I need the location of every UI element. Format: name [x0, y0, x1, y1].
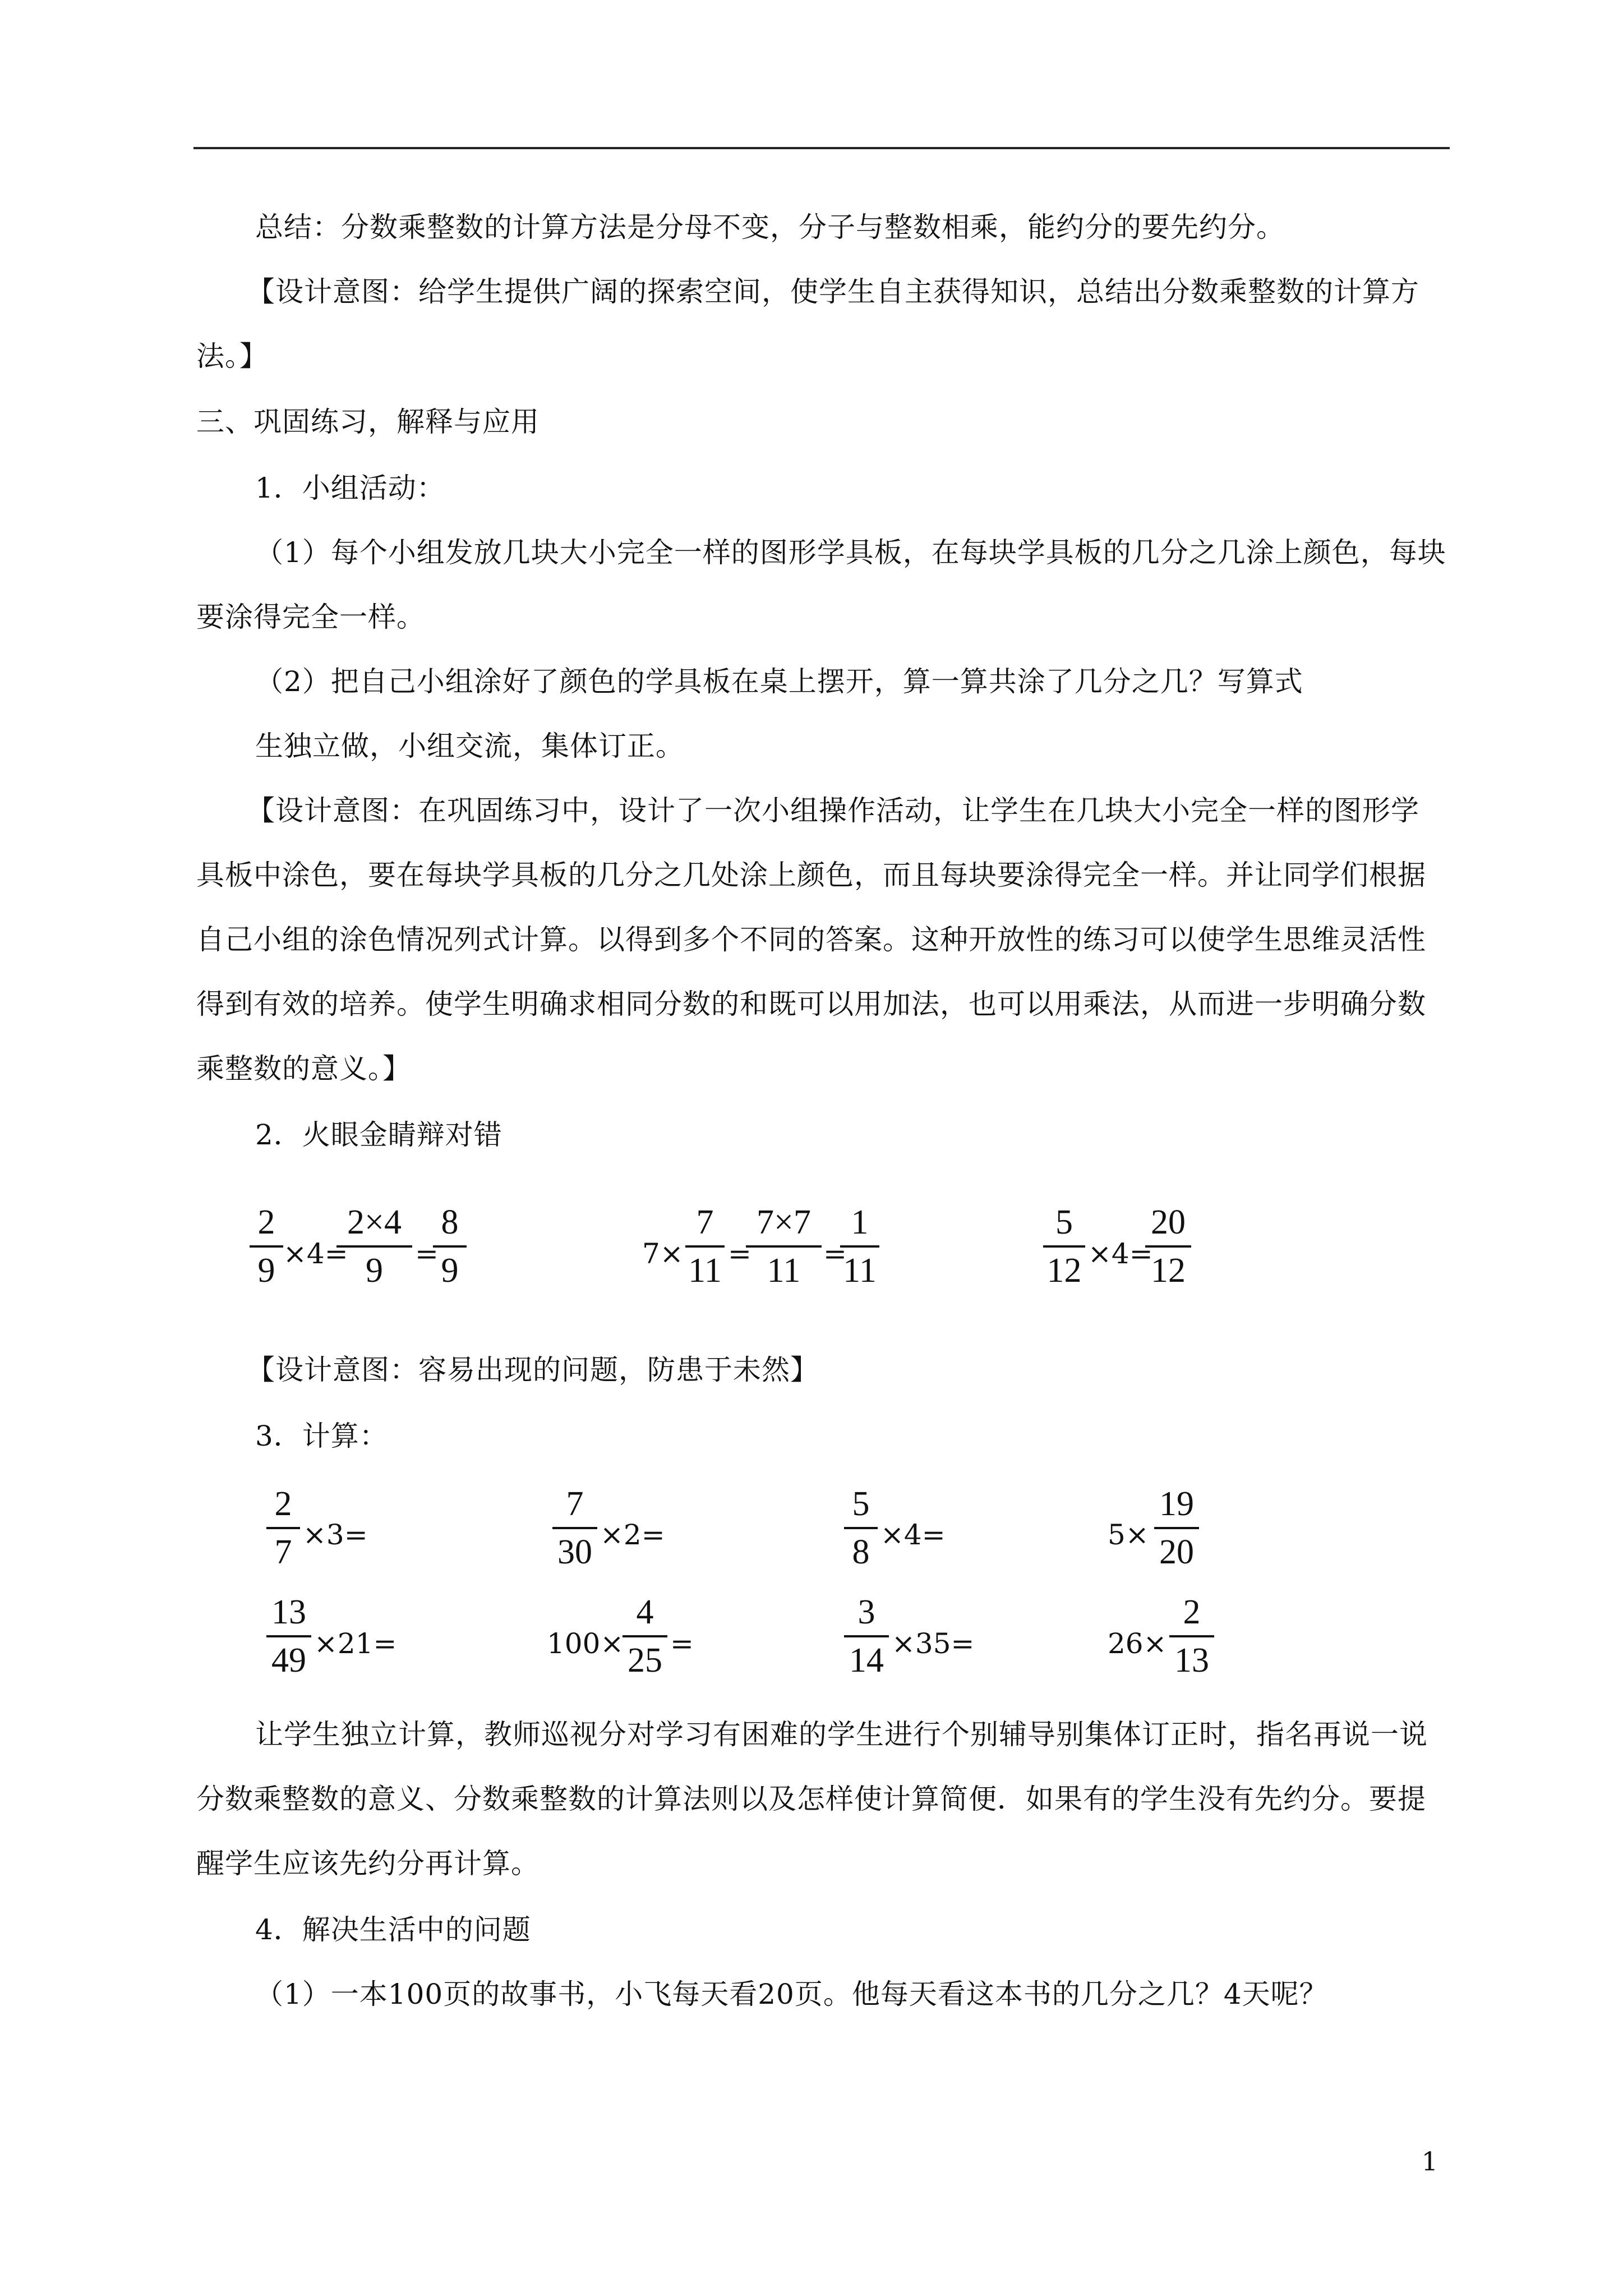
- guide-line3: 醒学生应该先约分再计算。: [196, 1847, 540, 1880]
- item-1-heading: 1．小组活动：: [255, 472, 445, 504]
- calc-3-fraction: 5 8: [844, 1487, 878, 1570]
- calc-4-prefix: 5×: [1108, 1519, 1149, 1551]
- calc-6-prefix: 100×: [547, 1627, 624, 1660]
- page-number: 1: [1421, 2146, 1438, 2177]
- calc-5-operator: ×21=: [314, 1627, 397, 1660]
- item-3-heading: 3．计算：: [255, 1420, 388, 1452]
- guide-line2: 分数乘整数的意义、分数乘整数的计算法则以及怎样使计算简便．如果有的学生没有先约分。要提: [196, 1783, 1426, 1815]
- summary-text: 总结：分数乘整数的计算方法是分母不变，分子与整数相乘，能约分的要先约分。: [255, 211, 1285, 243]
- judge-b-fraction-2: 7×7 11: [746, 1205, 822, 1288]
- calc-1-fraction: 2 7: [266, 1487, 300, 1570]
- section-heading-3: 三、巩固练习，解释与应用: [196, 406, 540, 438]
- design-intent-1-line2: 法。】: [196, 340, 268, 372]
- item-2-heading: 2．火眼金睛辩对错: [255, 1119, 502, 1151]
- calc-2-operator: ×2=: [600, 1519, 665, 1551]
- judge-b-operator-1: =: [728, 1237, 751, 1270]
- guide-line1: 让学生独立计算，教师巡视分对学习有困难的学生进行个别辅导别集体订正时，指名再说一说: [255, 1718, 1428, 1751]
- judge-a-fraction-1: 2 9: [250, 1205, 283, 1288]
- judge-b-fraction-3: 1 11: [840, 1205, 879, 1288]
- judge-c-fraction-2: 20 12: [1145, 1205, 1191, 1288]
- calc-3-operator: ×4=: [880, 1519, 946, 1551]
- design-intent-2-line1: 【设计意图：在巩固练习中，设计了一次小组操作活动，让学生在几块大小完全一样的图形学: [247, 794, 1419, 827]
- design-intent-2-line2: 具板中涂色，要在每块学具板的几分之几处涂上颜色，而且每块要涂得完全一样。并让同学们根据: [196, 859, 1426, 891]
- calc-5-fraction: 13 49: [266, 1595, 311, 1678]
- design-intent-1-line1: 【设计意图：给学生提供广阔的探索空间，使学生自主获得知识，总结出分数乘整数的计算方: [247, 275, 1419, 308]
- calc-8-fraction: 2 13: [1169, 1595, 1214, 1678]
- calc-6-fraction: 4 25: [623, 1595, 667, 1678]
- judge-b-fraction-1: 7 11: [685, 1205, 725, 1288]
- judge-a-fraction-2: 2×4 9: [336, 1205, 412, 1288]
- calc-8-prefix: 26×: [1108, 1627, 1167, 1660]
- calc-1-operator: ×3=: [303, 1519, 368, 1551]
- students-activity-text: 生独立做，小组交流，集体订正。: [255, 730, 684, 762]
- judge-a-fraction-3: 8 9: [433, 1205, 467, 1288]
- design-intent-2-line3: 自己小组的涂色情况列式计算。以得到多个不同的答案。这种开放性的练习可以使学生思维灵活性: [196, 923, 1426, 956]
- judge-b-prefix: 7×: [642, 1237, 684, 1270]
- step-2-text: （2）把自己小组涂好了颜色的学具板在桌上摆开，算一算共涂了几分之几？写算式: [255, 665, 1303, 698]
- calc-7-operator: ×35=: [892, 1627, 975, 1660]
- header-rule: [193, 147, 1450, 149]
- design-intent-2-line5: 乘整数的意义。】: [196, 1052, 411, 1085]
- item-4-heading: 4．解决生活中的问题: [255, 1913, 531, 1946]
- design-intent-3: 【设计意图：容易出现的问题，防患于未然】: [247, 1354, 819, 1386]
- calc-4-fraction: 19 20: [1154, 1487, 1199, 1570]
- problem-1-text: （1）一本100页的故事书，小飞每天看20页。他每天看这本书的几分之几？4天呢？: [255, 1978, 1328, 2010]
- judge-c-operator-1: ×4=: [1088, 1237, 1153, 1270]
- calc-2-fraction: 7 30: [552, 1487, 597, 1570]
- judge-a-operator-2: =: [415, 1237, 439, 1270]
- design-intent-2-line4: 得到有效的培养。使学生明确求相同分数的和既可以用加法，也可以用乘法，从而进一步明确分数: [196, 988, 1426, 1020]
- judge-a-operator-1: ×4=: [283, 1237, 348, 1270]
- judge-b-operator-2: =: [823, 1237, 847, 1270]
- step-1-line1: （1）每个小组发放几块大小完全一样的图形学具板，在每块学具板的几分之几涂上颜色，每块: [255, 536, 1446, 569]
- judge-c-fraction-1: 5 12: [1043, 1205, 1085, 1288]
- calc-6-operator: =: [670, 1627, 694, 1660]
- step-1-line2: 要涂得完全一样。: [196, 601, 425, 633]
- calc-7-fraction: 3 14: [844, 1595, 889, 1678]
